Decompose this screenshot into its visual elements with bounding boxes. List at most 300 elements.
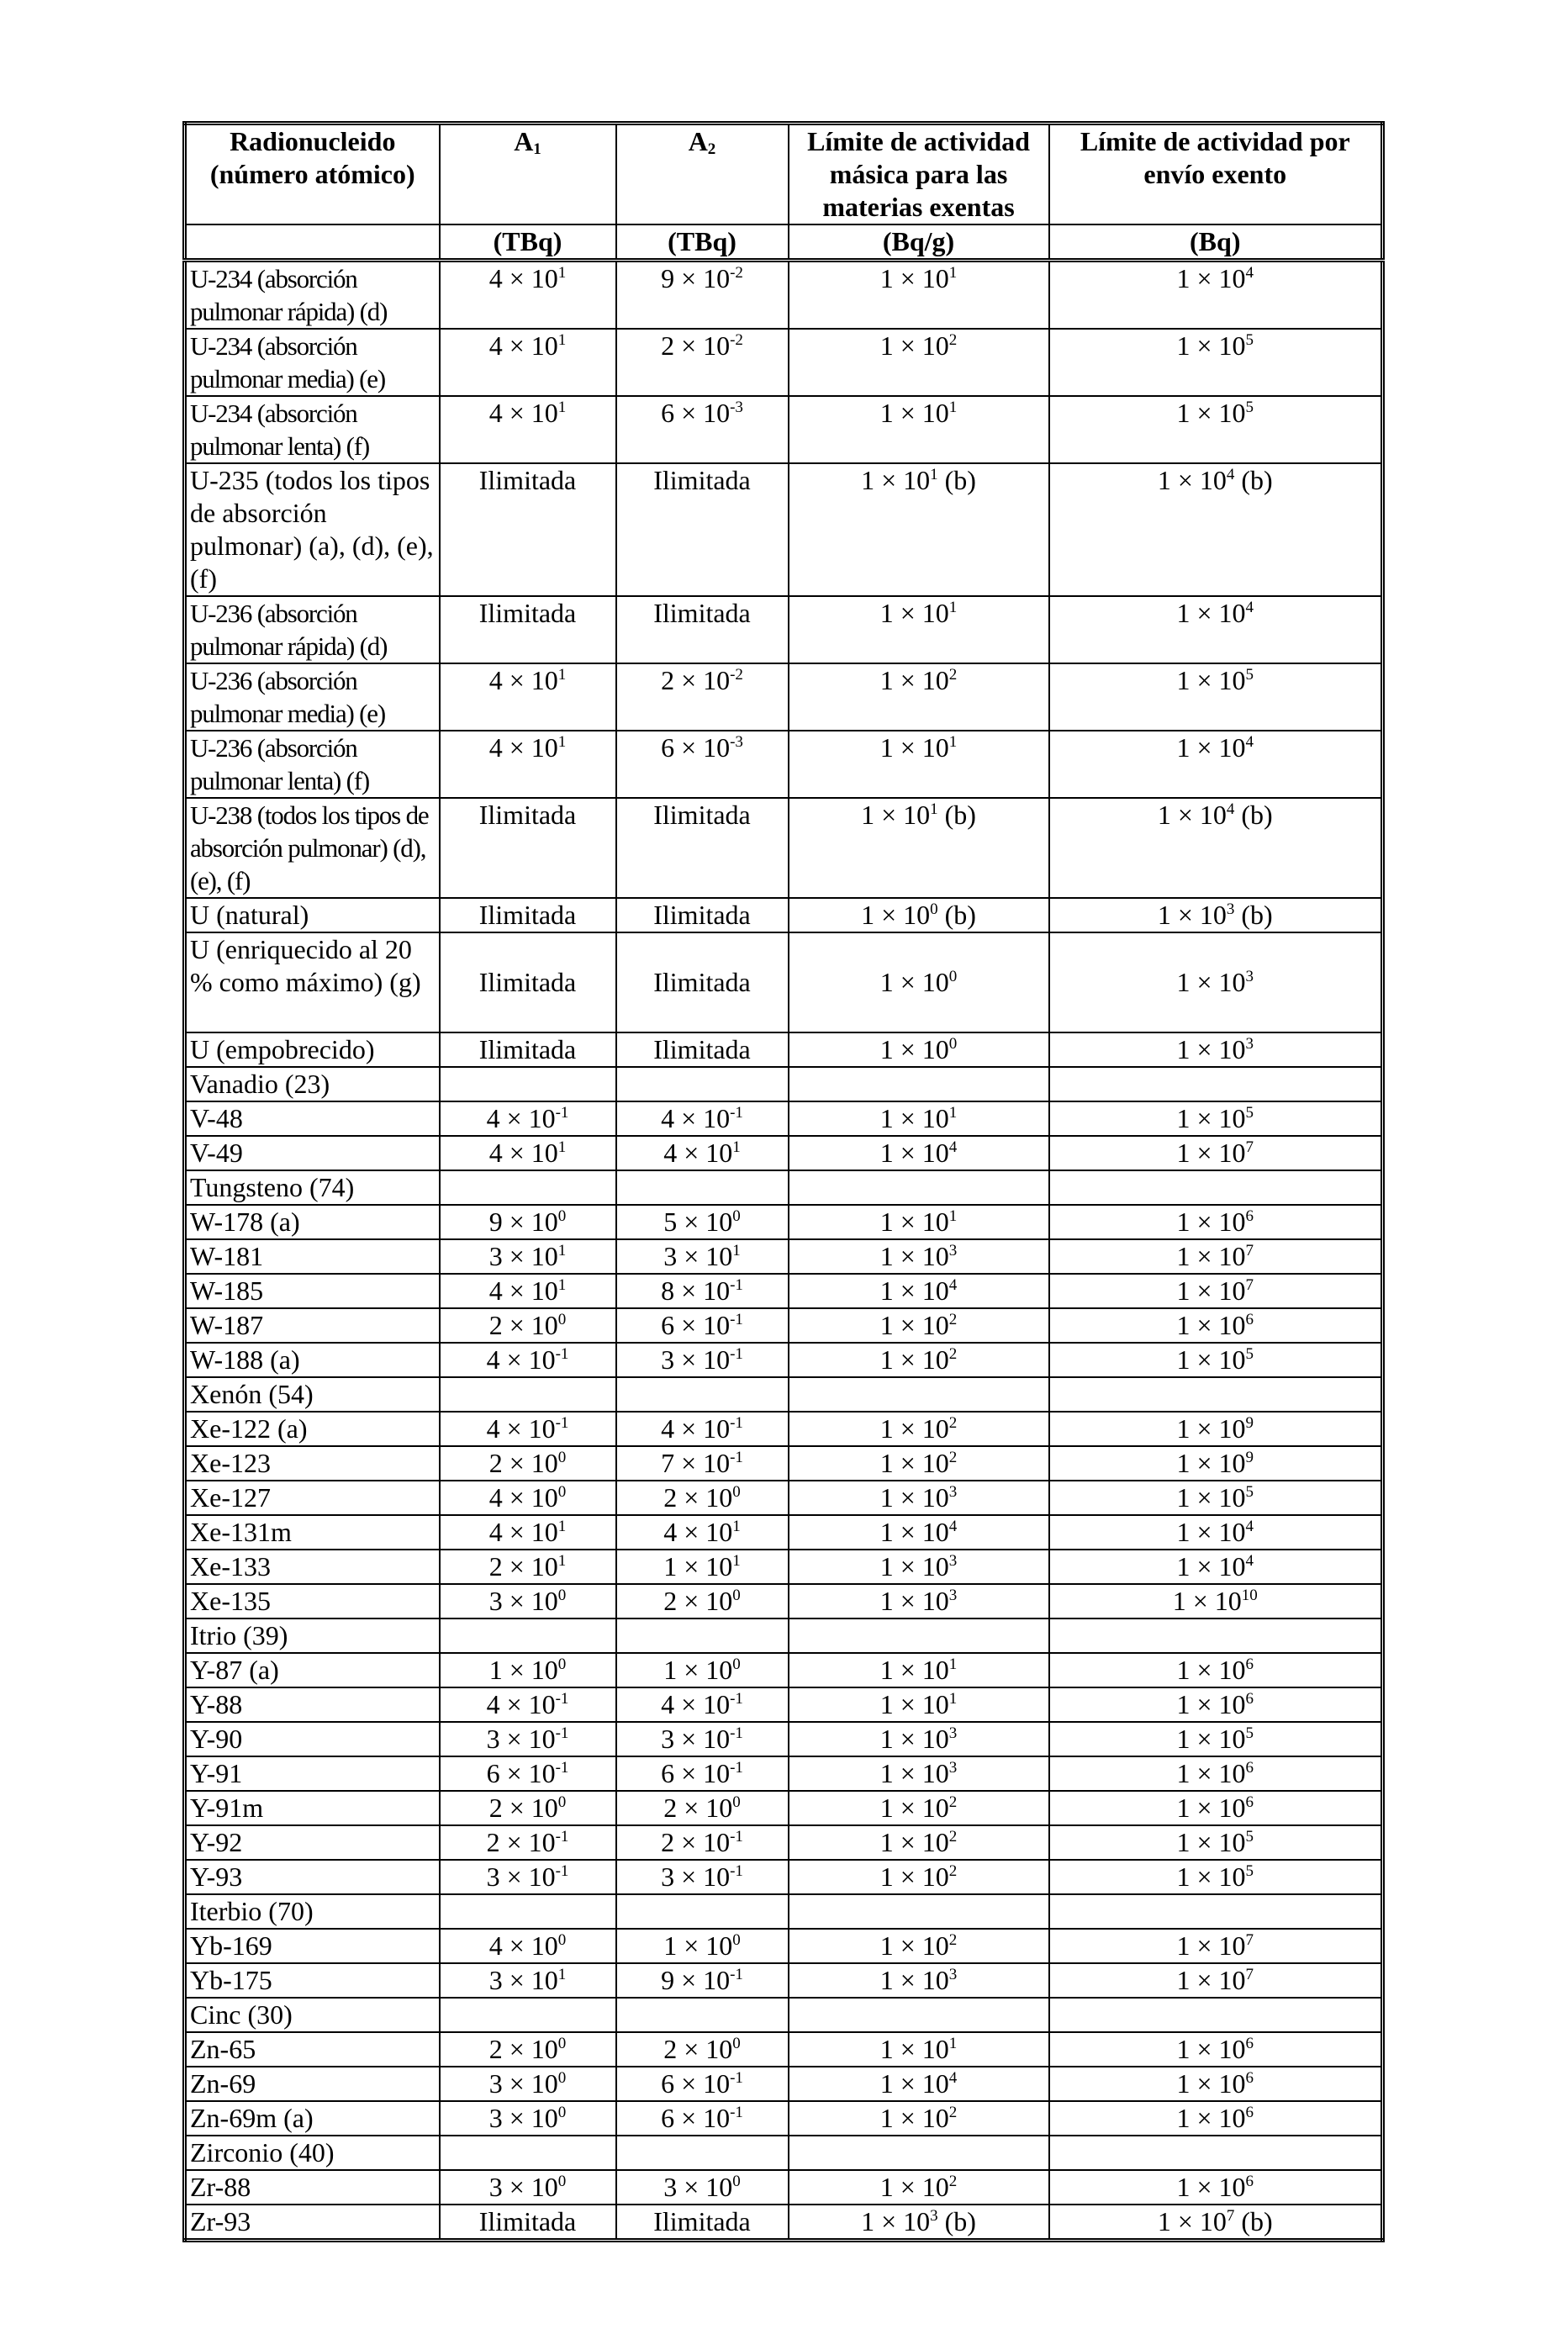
- value-base: 1 × 10: [1176, 1413, 1246, 1444]
- value-base: 6 × 10: [661, 1758, 731, 1788]
- value-exponent: 2: [948, 1793, 958, 1811]
- nuclide-cell: W-187: [185, 1308, 440, 1343]
- table-row: [185, 1274, 1383, 1308]
- value-exponent: 0: [930, 900, 938, 918]
- value-base: 3 × 10: [488, 2172, 558, 2202]
- table-row: [185, 1205, 1383, 1239]
- value-cell-a1: [440, 1412, 616, 1446]
- value-base: 1 × 10: [1176, 732, 1246, 763]
- value-cell-a2: [616, 261, 789, 330]
- value-exponent: -1: [555, 1759, 569, 1777]
- value-base: 1 × 10: [879, 330, 949, 361]
- value-cell-a1: [440, 396, 616, 463]
- value-base: 1 × 10: [1176, 398, 1246, 428]
- nuclide-cell: U-235 (todos los tipos de absorción pulmonar) (a), (d), (e), (f): [185, 463, 440, 596]
- value-cell-a2: [616, 663, 789, 731]
- value-base: 1 × 10: [663, 1551, 733, 1582]
- table-row: [185, 1825, 1383, 1860]
- nuclide-cell: Zirconio (40): [185, 2136, 440, 2170]
- value-cell-m: [789, 1067, 1049, 1101]
- value-exponent: 1: [732, 1138, 741, 1156]
- value-cell-a2: [616, 1860, 789, 1894]
- value-base: 1 × 10: [879, 598, 949, 628]
- value-cell-a1: [440, 596, 616, 663]
- value-base: 1 × 10: [879, 1793, 949, 1823]
- value-exponent: 2: [948, 2104, 958, 2121]
- unit-mass: (Bq/g): [789, 224, 1049, 261]
- value-exponent: 0: [557, 1587, 567, 1604]
- value-cell-c: [1049, 1929, 1383, 1963]
- value-base: Ilimitada: [478, 2206, 577, 2236]
- value-cell-a2: [616, 1929, 789, 1963]
- value-base: 2 × 10: [488, 2034, 558, 2064]
- value-base: 1 × 10: [879, 1138, 949, 1168]
- value-cell-m: [789, 2170, 1049, 2205]
- value-base: 1 × 10: [879, 2034, 949, 2064]
- value-cell-c: [1049, 1687, 1383, 1722]
- value-note: (b): [1234, 2206, 1273, 2236]
- value-base: 7 × 10: [661, 1448, 731, 1478]
- value-base: 4 × 10: [661, 1413, 731, 1444]
- value-cell-c: [1049, 1239, 1383, 1274]
- value-base: 2 × 10: [488, 1793, 558, 1823]
- value-exponent: 4: [948, 2069, 958, 2087]
- value-exponent: -2: [730, 666, 743, 684]
- value-exponent: 0: [557, 1931, 567, 1949]
- nuclide-cell: Tungsteno (74): [185, 1170, 440, 1205]
- value-base: 1 × 10: [1176, 1207, 1246, 1237]
- value-base: 4 × 10: [488, 665, 558, 695]
- value-base: 4 × 10: [486, 1344, 556, 1375]
- value-base: 1 × 10: [1176, 665, 1246, 695]
- value-exponent: 5: [1245, 1724, 1254, 1742]
- header-a2: [616, 124, 789, 225]
- value-exponent: 7: [1226, 2207, 1235, 2225]
- value-base: 3 × 10: [488, 1586, 558, 1616]
- table-row: [185, 1756, 1383, 1791]
- value-cell-a2: [616, 1998, 789, 2032]
- value-cell-a2: [616, 731, 789, 798]
- value-base: 1 × 10: [879, 2103, 949, 2133]
- value-exponent: 9: [1245, 1414, 1254, 1432]
- value-base: 1 × 10: [879, 1655, 949, 1685]
- nuclide-cell: U-236 (absorción pulmonar media) (e): [185, 663, 440, 731]
- nuclide-cell: Xe-122 (a): [185, 1412, 440, 1446]
- value-cell-c: [1049, 1481, 1383, 1515]
- value-cell-m: [789, 2136, 1049, 2170]
- value-base: 1 × 10: [879, 1724, 949, 1754]
- value-base: 4 × 10: [486, 1413, 556, 1444]
- value-exponent: 0: [557, 1311, 567, 1328]
- value-base: 1 × 10: [879, 1758, 949, 1788]
- value-exponent: 4: [948, 1276, 958, 1294]
- value-exponent: 1: [557, 1552, 567, 1570]
- value-exponent: 1: [557, 1138, 567, 1156]
- value-exponent: -1: [730, 1828, 743, 1846]
- nuclide-cell: Y-91: [185, 1756, 440, 1791]
- value-cell-c: [1049, 1550, 1383, 1584]
- header-a1: [440, 124, 616, 225]
- value-exponent: 0: [732, 1655, 741, 1673]
- value-cell-c: [1049, 1343, 1383, 1377]
- value-exponent: 0: [557, 1655, 567, 1673]
- value-cell-m: [789, 1274, 1049, 1308]
- value-cell-a2: [616, 2170, 789, 2205]
- nuclide-cell: Zn-69m (a): [185, 2101, 440, 2136]
- value-exponent: 7: [1245, 1966, 1254, 1983]
- value-exponent: -2: [730, 264, 743, 282]
- value-cell-a2: [616, 798, 789, 898]
- value-base: 1 × 10: [879, 1551, 949, 1582]
- value-base: 1 × 10: [879, 263, 949, 293]
- value-cell-a2: [616, 1722, 789, 1756]
- value-base: 4 × 10: [661, 1103, 731, 1133]
- value-base: 1 × 10: [879, 1034, 949, 1064]
- value-base: 1 × 10: [1176, 1689, 1246, 1719]
- value-cell-a1: [440, 1963, 616, 1998]
- nuclide-cell: Xe-135: [185, 1584, 440, 1618]
- value-exponent: 1: [557, 666, 567, 684]
- table-row: [185, 898, 1383, 932]
- value-cell-a1: [440, 2136, 616, 2170]
- value-exponent: 4: [948, 1518, 958, 1535]
- value-note: (b): [1234, 465, 1273, 495]
- value-exponent: 6: [1245, 1311, 1254, 1328]
- value-exponent: 2: [948, 1414, 958, 1432]
- value-base: 1 × 10: [1176, 1827, 1246, 1857]
- value-cell-a2: [616, 596, 789, 663]
- value-base: Ilimitada: [653, 800, 751, 830]
- value-cell-a1: [440, 2205, 616, 2241]
- value-base: 3 × 10: [488, 1965, 558, 1995]
- value-base: 1 × 10: [1176, 1655, 1246, 1685]
- value-cell-c: [1049, 1101, 1383, 1136]
- table-row: [185, 731, 1383, 798]
- value-cell-a1: [440, 1791, 616, 1825]
- value-base: 4 × 10: [661, 1689, 731, 1719]
- value-exponent: -1: [730, 1345, 743, 1363]
- value-cell-a2: [616, 1239, 789, 1274]
- value-base: 1 × 10: [1157, 2206, 1227, 2236]
- value-base: 1 × 10: [1176, 2172, 1246, 2202]
- value-cell-c: [1049, 1963, 1383, 1998]
- table-row: [185, 1894, 1383, 1929]
- value-base: 3 × 10: [486, 1861, 556, 1892]
- value-cell-m: [789, 731, 1049, 798]
- value-exponent: -1: [730, 1311, 743, 1328]
- value-base: 1 × 10: [1176, 1793, 1246, 1823]
- value-cell-c: [1049, 1825, 1383, 1860]
- value-base: 6 × 10: [661, 732, 731, 763]
- value-exponent: -1: [730, 1276, 743, 1294]
- value-exponent: 0: [732, 1483, 741, 1501]
- value-base: 1 × 10: [1176, 1965, 1246, 1995]
- table-row: [185, 2205, 1383, 2241]
- value-base: 1 × 10: [1157, 900, 1227, 930]
- table-row: [185, 1377, 1383, 1412]
- value-exponent: 1: [557, 1276, 567, 1294]
- value-cell-a2: [616, 898, 789, 932]
- value-exponent: -1: [730, 1862, 743, 1880]
- value-base: 1 × 10: [879, 1586, 949, 1616]
- value-base: 1 × 10: [879, 1689, 949, 1719]
- value-exponent: 6: [1245, 1793, 1254, 1811]
- value-cell-a1: [440, 1101, 616, 1136]
- value-base: 3 × 10: [661, 1724, 731, 1754]
- value-exponent: -2: [730, 331, 743, 349]
- value-cell-m: [789, 1860, 1049, 1894]
- value-base: 1 × 10: [861, 800, 931, 830]
- value-base: Ilimitada: [478, 800, 577, 830]
- value-cell-m: [789, 932, 1049, 1032]
- value-cell-m: [789, 1101, 1049, 1136]
- value-cell-m: [789, 663, 1049, 731]
- value-cell-a1: [440, 1618, 616, 1653]
- value-cell-a2: [616, 1550, 789, 1584]
- value-exponent: 1: [557, 264, 567, 282]
- value-cell-a2: [616, 1067, 789, 1101]
- value-cell-a1: [440, 1515, 616, 1550]
- value-exponent: -1: [730, 1414, 743, 1432]
- value-base: 3 × 10: [488, 2103, 558, 2133]
- value-base: 4 × 10: [488, 1138, 558, 1168]
- value-base: Ilimitada: [653, 465, 751, 495]
- nuclide-cell: Y-90: [185, 1722, 440, 1756]
- value-base: 6 × 10: [661, 1310, 731, 1340]
- value-cell-a2: [616, 1894, 789, 1929]
- table-row: [185, 1653, 1383, 1687]
- value-cell-a2: [616, 1756, 789, 1791]
- nuclide-cell: U-234 (absorción pulmonar media) (e): [185, 329, 440, 396]
- value-cell-a2: [616, 2032, 789, 2067]
- value-exponent: 0: [557, 2104, 567, 2121]
- nuclide-cell: U (empobrecido): [185, 1032, 440, 1067]
- value-cell-a2: [616, 1825, 789, 1860]
- value-base: Ilimitada: [478, 465, 577, 495]
- value-cell-a1: [440, 1170, 616, 1205]
- value-base: 1 × 10: [879, 1965, 949, 1995]
- value-base: 1 × 10: [861, 2206, 931, 2236]
- value-cell-c: [1049, 1653, 1383, 1687]
- table-row: [185, 1239, 1383, 1274]
- unit-a1: (TBq): [440, 224, 616, 261]
- value-base: 4 × 10: [488, 1482, 558, 1513]
- nuclide-cell: U (enriquecido al 20 % como máximo) (g): [185, 932, 440, 1032]
- value-cell-m: [789, 1412, 1049, 1446]
- value-cell-m: [789, 396, 1049, 463]
- value-cell-m: [789, 1515, 1049, 1550]
- value-cell-a1: [440, 261, 616, 330]
- value-cell-a2: [616, 329, 789, 396]
- nuclide-cell: Cinc (30): [185, 1998, 440, 2032]
- value-cell-c: [1049, 1618, 1383, 1653]
- value-cell-m: [789, 1687, 1049, 1722]
- value-note: (b): [937, 2206, 976, 2236]
- value-cell-a2: [616, 1791, 789, 1825]
- value-cell-a1: [440, 2101, 616, 2136]
- value-base: 4 × 10: [488, 263, 558, 293]
- value-cell-m: [789, 1618, 1049, 1653]
- value-exponent: 6: [1245, 2173, 1254, 2190]
- value-cell-m: [789, 329, 1049, 396]
- value-base: 1 × 10: [1176, 1517, 1246, 1547]
- value-cell-m: [789, 1032, 1049, 1067]
- nuclide-cell: V-49: [185, 1136, 440, 1170]
- value-cell-c: [1049, 1584, 1383, 1618]
- unit-row: [185, 224, 1383, 261]
- nuclide-cell: Iterbio (70): [185, 1894, 440, 1929]
- value-exponent: 1: [732, 1552, 741, 1570]
- value-cell-c: [1049, 1998, 1383, 2032]
- value-exponent: 6: [1245, 1655, 1254, 1673]
- value-base: 5 × 10: [663, 1207, 733, 1237]
- value-cell-a1: [440, 1446, 616, 1481]
- value-cell-a2: [616, 1136, 789, 1170]
- table-row: [185, 1722, 1383, 1756]
- value-cell-a1: [440, 1584, 616, 1618]
- value-base: Ilimitada: [653, 1034, 751, 1064]
- nuclide-cell: Xe-131m: [185, 1515, 440, 1550]
- table-row: [185, 1584, 1383, 1618]
- value-cell-c: [1049, 1515, 1383, 1550]
- value-cell-c: [1049, 2205, 1383, 2241]
- value-base: 1 × 10: [488, 1655, 558, 1685]
- value-base: 1 × 10: [879, 967, 949, 997]
- value-base: 1 × 10: [1176, 330, 1246, 361]
- value-cell-c: [1049, 1860, 1383, 1894]
- value-exponent: 1: [948, 2035, 958, 2052]
- value-base: 1 × 10: [1176, 1241, 1246, 1271]
- value-base: 1 × 10: [879, 665, 949, 695]
- table-row: [185, 396, 1383, 463]
- value-exponent: 1: [948, 399, 958, 416]
- table-row: [185, 1550, 1383, 1584]
- value-base: 1 × 10: [1176, 598, 1246, 628]
- value-base: 1 × 10: [1176, 1448, 1246, 1478]
- header-consignment-limit: Límite de actividad por envío exento: [1049, 124, 1383, 225]
- table-row: [185, 261, 1383, 330]
- value-base: 6 × 10: [661, 398, 731, 428]
- value-exponent: -3: [730, 733, 743, 751]
- value-exponent: 1: [948, 264, 958, 282]
- table-body: [185, 261, 1383, 2241]
- value-exponent: -1: [730, 1449, 743, 1466]
- value-cell-c: [1049, 1756, 1383, 1791]
- table-row: [185, 1032, 1383, 1067]
- value-cell-a2: [616, 2101, 789, 2136]
- value-cell-m: [789, 1308, 1049, 1343]
- value-base: 1 × 10: [879, 1103, 949, 1133]
- value-cell-a1: [440, 1825, 616, 1860]
- value-exponent: 1: [948, 599, 958, 616]
- nuclide-cell: U-234 (absorción pulmonar rápida) (d): [185, 261, 440, 330]
- header-mass-limit: Límite de actividad másica para las materias exentas: [789, 124, 1049, 225]
- value-exponent: 3: [948, 1242, 958, 1259]
- value-cell-a2: [616, 1446, 789, 1481]
- value-base: 1 × 10: [861, 900, 931, 930]
- unit-a2: (TBq): [616, 224, 789, 261]
- value-cell-m: [789, 1722, 1049, 1756]
- table-row: [185, 1998, 1383, 2032]
- value-cell-a1: [440, 1274, 616, 1308]
- value-exponent: 1: [948, 1655, 958, 1673]
- value-exponent: 1: [948, 1207, 958, 1225]
- value-base: 3 × 10: [486, 1724, 556, 1754]
- value-base: 1 × 10: [1176, 1482, 1246, 1513]
- value-exponent: 2: [948, 1311, 958, 1328]
- value-cell-a2: [616, 1170, 789, 1205]
- value-cell-a1: [440, 463, 616, 596]
- value-exponent: -1: [555, 1345, 569, 1363]
- table-row: [185, 1929, 1383, 1963]
- value-exponent: -1: [730, 1724, 743, 1742]
- value-cell-a2: [616, 396, 789, 463]
- value-exponent: 5: [1245, 1104, 1254, 1122]
- value-cell-a2: [616, 1377, 789, 1412]
- value-base: 1 × 10: [879, 1827, 949, 1857]
- value-cell-a1: [440, 932, 616, 1032]
- value-exponent: 1: [930, 466, 938, 483]
- value-cell-m: [789, 1550, 1049, 1584]
- value-exponent: 0: [557, 2035, 567, 2052]
- value-exponent: 0: [732, 2035, 741, 2052]
- value-base: 8 × 10: [661, 1275, 731, 1306]
- value-exponent: 2: [948, 666, 958, 684]
- value-base: 4 × 10: [488, 1275, 558, 1306]
- value-exponent: 6: [1245, 1690, 1254, 1708]
- value-cell-c: [1049, 2170, 1383, 2205]
- value-base: 1 × 10: [879, 1241, 949, 1271]
- value-exponent: 0: [732, 1931, 741, 1949]
- value-cell-a2: [616, 1653, 789, 1687]
- value-cell-c: [1049, 1377, 1383, 1412]
- value-cell-m: [789, 2101, 1049, 2136]
- value-exponent: 4: [1245, 1518, 1254, 1535]
- value-cell-m: [789, 1791, 1049, 1825]
- value-base: 1 × 10: [1176, 1551, 1246, 1582]
- nuclide-cell: Y-92: [185, 1825, 440, 1860]
- value-base: 1 × 10: [879, 732, 949, 763]
- value-exponent: 3: [948, 1552, 958, 1570]
- value-exponent: 1: [557, 1966, 567, 1983]
- value-exponent: 3: [948, 1587, 958, 1604]
- value-cell-a1: [440, 1860, 616, 1894]
- value-cell-m: [789, 2032, 1049, 2067]
- value-base: 1 × 10: [879, 2172, 949, 2202]
- value-exponent: 1: [948, 1690, 958, 1708]
- value-base: 1 × 10: [879, 1482, 949, 1513]
- value-base: Ilimitada: [478, 1034, 577, 1064]
- value-base: Ilimitada: [653, 967, 751, 997]
- value-cell-a2: [616, 1343, 789, 1377]
- value-cell-a1: [440, 1687, 616, 1722]
- value-exponent: 5: [1245, 1862, 1254, 1880]
- value-cell-m: [789, 1998, 1049, 2032]
- value-base: 1 × 10: [1176, 1275, 1246, 1306]
- value-cell-c: [1049, 1791, 1383, 1825]
- value-base: 1 × 10: [861, 465, 931, 495]
- value-base: 9 × 10: [661, 263, 731, 293]
- unit-nuclide-empty: [185, 224, 440, 261]
- value-cell-a1: [440, 1067, 616, 1101]
- value-cell-c: [1049, 898, 1383, 932]
- header-a1-base: A: [514, 126, 534, 156]
- value-base: 3 × 10: [663, 1241, 733, 1271]
- value-cell-c: [1049, 1446, 1383, 1481]
- nuclide-cell: Xe-123: [185, 1446, 440, 1481]
- nuclide-cell: U-236 (absorción pulmonar lenta) (f): [185, 731, 440, 798]
- nuclide-cell: U (natural): [185, 898, 440, 932]
